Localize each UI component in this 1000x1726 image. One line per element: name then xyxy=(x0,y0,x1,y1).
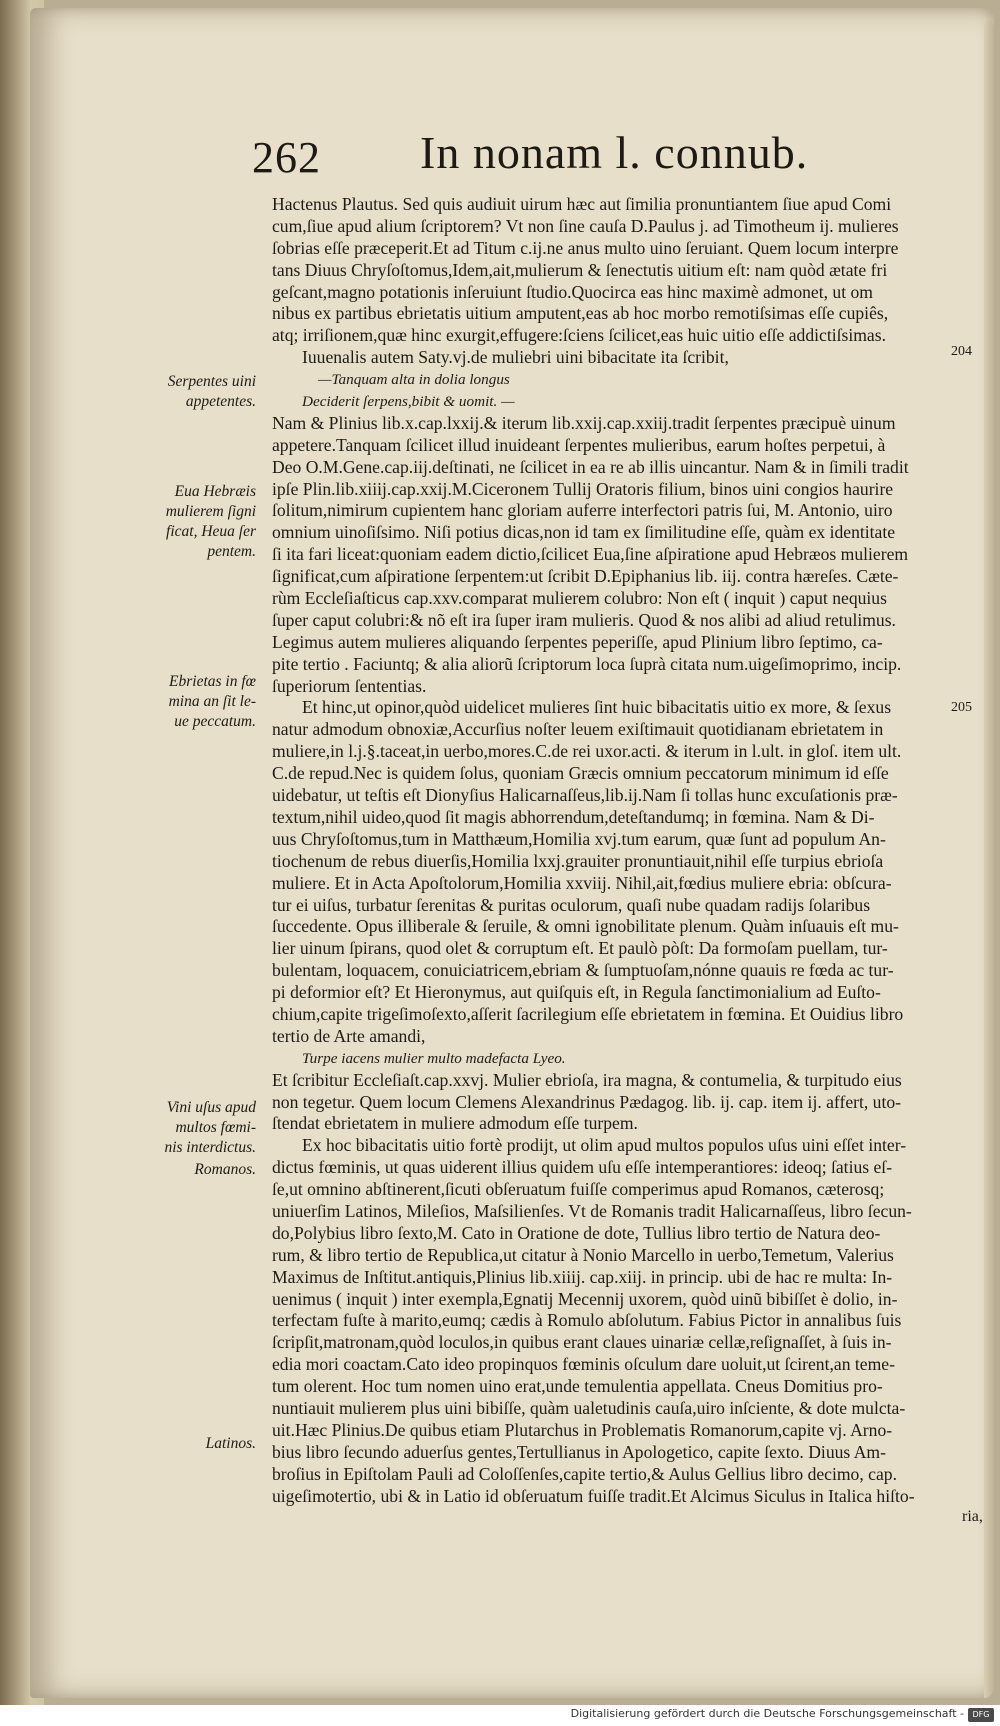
margin-note-ebrietas xyxy=(126,672,256,732)
text-line: nibus ex partibus ebrietatis uitium amputent,eas ab hoc morbo remotiſsimas eſſe cupiês, xyxy=(272,303,889,324)
book-page xyxy=(30,8,994,1698)
text-line: ſe,ut omnino abſtinerent,ſicuti obſeruatum fuiſſe comperimus apud Romanos, cæterosq; xyxy=(272,1179,885,1200)
text-line: muliere. Et in Acta Apoſtolorum,Homilia xxviij. Nihil,ait,fœdius muliere ebria: obſcura- xyxy=(272,872,892,893)
text-line: Nam & Plinius lib.x.cap.lxxij.& iterum lib.xxij.cap.xxiij.tradit ſerpentes præcipuè uinum xyxy=(272,412,896,433)
text-line: Iuuenalis autem Saty.vj.de muliebri uini bibacitate ita ſcribit, xyxy=(302,347,729,368)
catchword: ria, xyxy=(962,1508,983,1525)
text-line: omnium uinoſiſsimo. Niſi potius dicas,non id tam ex ſimilitudine eſſe, quàm ex identitate xyxy=(272,522,896,543)
text-line: atq; irriſionem,quæ hinc exurgit,effugere:ſciens ſcilicet,eas huic uitio eſſe addictiſsimas. xyxy=(272,325,886,346)
footer-bar xyxy=(0,1705,1000,1726)
text-line: uenimus ( inquit ) inter exempla,Egnatij Mecennij uxorem, quòd uinũ bibiſſet è dolio, in- xyxy=(272,1288,898,1309)
footer-credit: Digitalisierung gefördert durch die Deutsche Forschungsgemeinschaft - xyxy=(570,1707,964,1720)
margin-note-line: ue peccatum. xyxy=(174,713,256,730)
text-line: tiochenum de rebus diuerſis,Homilia lxxj.grauiter pronuntiauit,nihil eſſe turpius ebrioſa xyxy=(272,850,884,871)
text-line: tum olerent. Hoc tum nomen uino erat,unde temulentia appellata. Cneus Domitius pro- xyxy=(272,1376,883,1397)
text-line: pi deformior eſt? Et Hieronymus, aut quiſquis eſt, in Regula ſanctimonialium ad Euſto- xyxy=(272,982,881,1003)
text-line: dictus fœminis, ut quas uiderent illius quidem uſu eſſe intemperantiores: ideoq; ſatius eſ- xyxy=(272,1157,893,1178)
text-line: Deciderit ſerpens,bibit & uomit. — xyxy=(302,393,515,411)
text-line: edia mori coactam.Cato ideo propinquos fœminis oſculum dare uoluit,ut ſcirent,an teme- xyxy=(272,1354,895,1375)
text-line: ipſe Plin.lib.xiiij.cap.xxij.M.Ciceronem Tullij Oratoris filium, binos uini congios haurire xyxy=(272,478,894,499)
text-line: chium,capite trigeſimoſexto,aſſerit ſacrilegium eſſe ebrietatem in fœmina. Et Ouidius libro xyxy=(272,1003,904,1024)
text-line: muliere,in l.j.§.taceat,in uerbo,mores.C.de rei uxor.acti. & iterum in l.ult. in gloſ. item ult. xyxy=(272,741,902,762)
margin-note-eua xyxy=(126,482,256,562)
text-line: ſolitum,nimirum cupientem hanc gloriam auferre interfectori patris ſui, M. Antonio, uiro xyxy=(272,500,893,521)
text-line: do,Polybius libro ſexto,M. Cato in Oratione de dote, Tullius libro tertio de Natura deo- xyxy=(272,1222,881,1243)
text-line: rum, & libro tertio de Republica,ut citatur à Nonio Marcello in uerbo,Temetum, Valerius xyxy=(272,1244,894,1265)
main-text-block xyxy=(272,194,972,1507)
right-margin-number: 205 xyxy=(951,700,972,715)
margin-note-latinos xyxy=(126,1434,256,1454)
text-line: uit.Hæc Plinius.De quibus etiam Plutarchus in Problematis Romanorum,capite vj. Arno- xyxy=(272,1419,893,1440)
text-line: ſignificat,cum aſpiratione ſerpentem:ut ſcribit D.Epiphanius lib. iij. contra hæreſes. Cæte- xyxy=(272,566,899,587)
text-line: ſuperiorum ſententias. xyxy=(272,675,427,696)
margin-note-line: pentem. xyxy=(207,543,256,560)
margin-note-line: Eua Hebræis xyxy=(174,483,256,500)
text-line: ſtendat ebrietatem in muliere admodum eſſe turpem. xyxy=(272,1113,638,1134)
page-header xyxy=(30,126,994,186)
right-margin-number: 204 xyxy=(951,344,972,359)
margin-note-line: Latinos. xyxy=(205,1435,256,1452)
margin-note-line: Serpentes uini xyxy=(167,373,256,390)
text-line: non tegetur. Quem locum Clemens Alexandrinus Pædagog. lib. ij. cap. item ij. affert, uto- xyxy=(272,1091,902,1112)
text-line: bulentam, loquacem, conuiciatricem,ebriam & ſumptuoſam,nónne quauis re fœda ac tur- xyxy=(272,960,894,981)
text-line: pite tertio . Faciuntq; & alia aliorũ ſcriptorum loca ſuprà citata num.uigeſimoprimo, incip. xyxy=(272,653,902,674)
margin-note-line: mulierem ſigni xyxy=(165,503,256,520)
text-line: Legimus autem mulieres aliquando ſerpentes peperiſſe, apud Plinium libro ſeptimo, ca- xyxy=(272,631,883,652)
text-line: textum,nihil uideo,quod ſit magis abhorrendum,deteſtandumq; in fœmina. Nam & Di- xyxy=(272,806,875,827)
running-title: In nonam l. connub. xyxy=(420,127,809,178)
text-line: terfectam fuſte à marito,eumq; cædis à Romulo abſolutum. Fabius Pictor in annalibus ſuis xyxy=(272,1310,902,1331)
text-line: ſi ita fari liceat:quoniam eadem dictio,ſcilicet Eua,ſine aſpiratione apud Hebræos mulierem xyxy=(272,544,909,565)
text-line: Turpe iacens mulier multo madefacta Lyeo. xyxy=(302,1049,566,1067)
page-edge xyxy=(984,18,994,1698)
text-line: broſius in Epiſtolam Pauli ad Coloſſenſes,capite tertio,& Aulus Gellius libro decimo, cap. xyxy=(272,1463,897,1484)
text-line: ſobrias eſſe præceperit.Et ad Titum c.ij.ne anus multo uino ſeruiant. Quem locum interpre xyxy=(272,237,899,258)
margin-note-romanos xyxy=(126,1160,256,1180)
text-line: cum,ſiue apud alium ſcriptorem? Vt non ſine cauſa D.Paulus j. ad Timotheum ij. mulieres xyxy=(272,215,899,236)
page-number: 262 xyxy=(252,133,321,182)
text-line: Hactenus Plautus. Sed quis audiuit uirum hæc aut ſimilia pronuntiantem ſiue apud Comi xyxy=(272,194,892,214)
text-line: uidebatur, ut teſtis eſt Dionyſius Halicarnaſſeus,lib.ij.Nam ſi tollas hunc excuſationis præ- xyxy=(272,785,898,806)
text-line: tur ei uiſus, turbatur ſerenitas & puritas oculorum, quaſi nube quadam radijs ſolaribus xyxy=(272,894,871,915)
text-line: Deo O.M.Gene.cap.iij.deſtinati, ne ſcilicet in ea re ab illis uincantur. Nam & in ſimili tradit xyxy=(272,456,909,477)
text-line: uus Chryſoſtomus,tum in Matthæum,Homilia xvj.tum earum, quæ ſunt ad populum An- xyxy=(272,828,886,849)
text-line: rùm Eccleſiaſticus cap.xxv.comparat mulierem colubro: Non eſt ( inquit ) caput nequius xyxy=(272,588,887,609)
text-line: appetere.Tanquam ſcilicet illud inuideant ſerpentes mulieribus, earum hoſtes perpetui, à xyxy=(272,434,886,455)
text-line: —Tanquam alta in dolia longus xyxy=(318,371,510,389)
text-line: C.de repud.Nec is quidem ſolus, quoniam Græcis omnium peccatorum minimum id eſſe xyxy=(272,763,889,784)
margin-note-line: Ebrietas in fœ xyxy=(169,673,256,690)
text-line: ſuccedente. Opus illiberale & ſeruile, & omni ignobilitate plenum. Quàm inſuauis eſt mu- xyxy=(272,916,899,937)
margin-note-line: multos fœmi- xyxy=(175,1119,256,1136)
text-line: geſcant,magno potationis inſeruiunt ſtudio.Quocirca eas hinc maximè admonet, ut om xyxy=(272,281,873,302)
text-line: ſcripſit,matronam,quòd loculos,in quibus erant claues uinariæ cellæ,reſignaſſet, à ſuis in- xyxy=(272,1332,892,1353)
text-line: bius libro ſecundo aduerſus gentes,Tertullianus in Apologetico, capite ſexto. Diuus Am- xyxy=(272,1441,886,1462)
text-line: natur admodum obnoxiæ,Accurſius noſter leuem exiſtimauit quotidianam ebrietatem in xyxy=(272,719,884,740)
text-line: ſuper caput colubri:& nõ eſt ira ſuper iram mulieris. Quod & nos alibi ad aliud retulimus. xyxy=(272,609,896,630)
text-line: Et hinc,ut opinor,quòd uidelicet mulieres ſint huic bibacitatis uitio ex more, & ſexus xyxy=(302,697,892,718)
text-line: uigeſimotertio, ubi & in Latio id obſeruatum fuiſſe tradit.Et Alcimus Siculus in Italica hiſto- xyxy=(272,1485,915,1506)
margin-note-line: appetentes. xyxy=(185,393,256,410)
text-line: lier uinum ſpirans, quod olet & corruptum eſt. Et paulò pòſt: Da formoſam puellam, tur- xyxy=(272,938,888,959)
margin-note-vini xyxy=(126,1098,256,1158)
text-line: Et ſcribitur Eccleſiaſt.cap.xxvj. Mulier ebrioſa, ira magna, & contumelia, & turpitudo eius xyxy=(272,1069,902,1090)
margin-note-line: Romanos. xyxy=(194,1161,256,1178)
margin-note-line: mina an ſit le- xyxy=(168,693,256,710)
text-line: nuntiauit mulierem plus uini bibiſſe, quàm ualetudinis cauſa,uiro inſciente, & dote mulcta- xyxy=(272,1397,906,1418)
text-line: uniuerſim Latinos, Mileſios, Maſsilienſes. Vt de Romanis tradit Halicarnaſſeus, libro ſecun- xyxy=(272,1200,912,1221)
text-line: tertio de Arte amandi, xyxy=(272,1025,426,1046)
margin-note-line: nis interdictus. xyxy=(164,1139,256,1156)
text-line: Ex hoc bibacitatis uitio fortè prodijt, ut olim apud multos populos uſus uini eſſet inter- xyxy=(302,1135,907,1156)
margin-note-line: Vini uſus apud xyxy=(166,1099,256,1116)
text-line: Maximus de Inſtitut.antiquis,Plinius lib.xiiij. cap.xiij. in princip. ubi de hac re multa: In- xyxy=(272,1266,893,1287)
margin-note-serpentes xyxy=(126,372,256,412)
dfg-logo: DFG xyxy=(968,1708,994,1722)
margin-note-line: ficat, Heua ſer xyxy=(166,523,256,540)
text-line: tans Diuus Chryſoſtomus,Idem,ait,mulierum & ſenectutis uitium eſt: nam quòd ætate fri xyxy=(272,259,888,280)
